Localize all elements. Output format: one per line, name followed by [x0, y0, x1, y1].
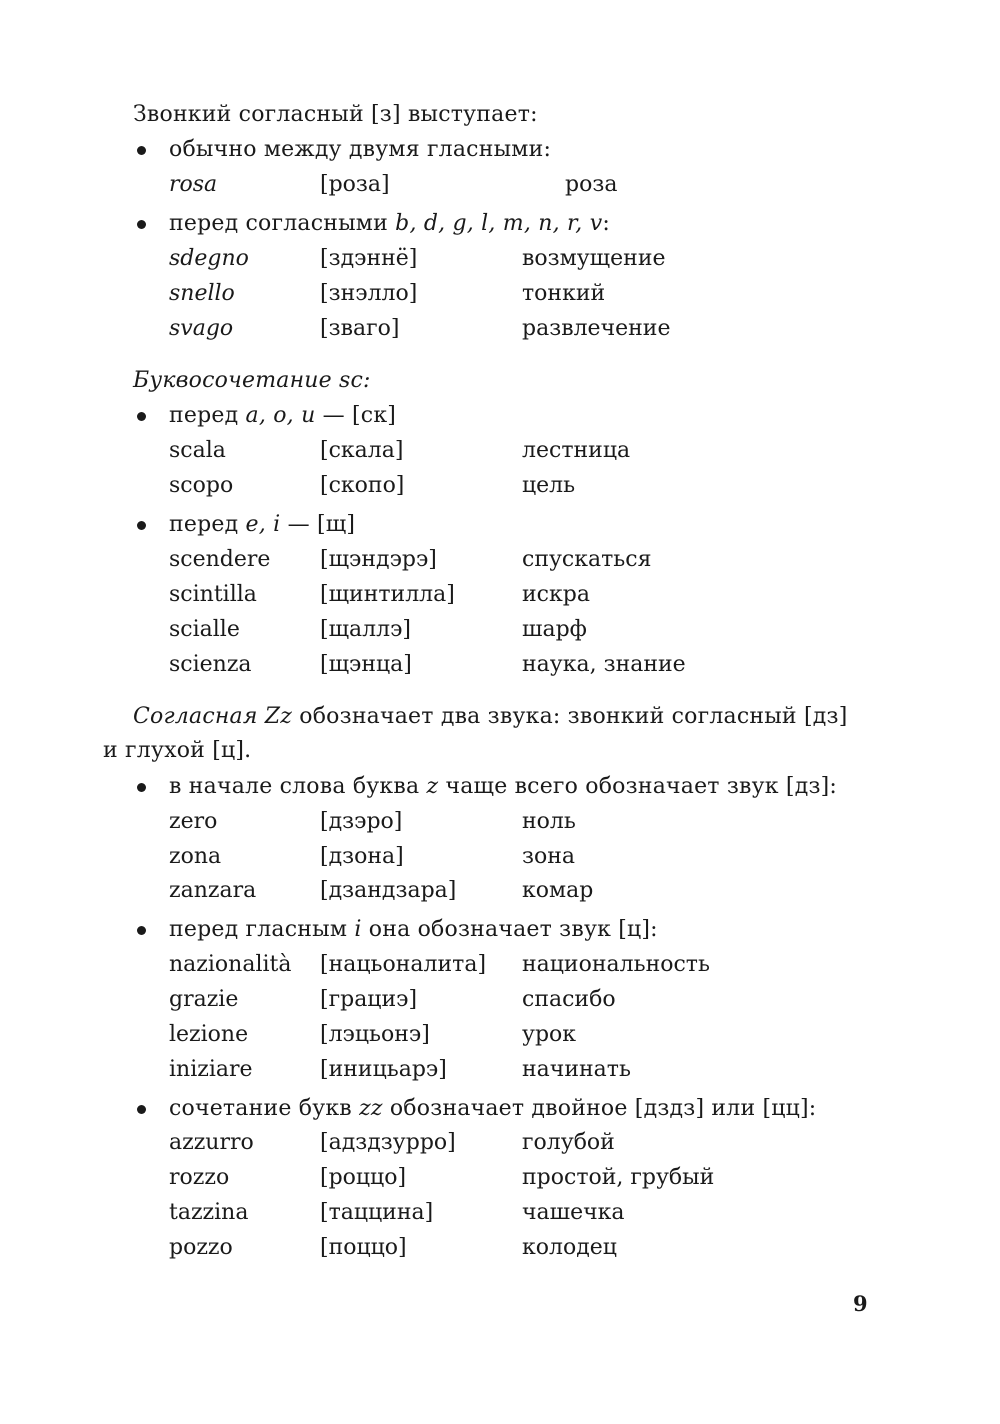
- word-translation: роза: [565, 172, 618, 197]
- word-translation: ноль: [522, 809, 576, 834]
- word-italian: scopo: [169, 473, 234, 498]
- word-transcription: [здэннё]: [320, 246, 418, 271]
- word-translation: чашечка: [522, 1200, 625, 1225]
- word-italian: svago: [169, 316, 234, 341]
- word-italian: scienza: [169, 652, 252, 677]
- word-transcription: [скопо]: [320, 473, 405, 498]
- section1-intro: Звонкий согласный [з] выступает:: [133, 102, 538, 127]
- section2-bullet1: перед a, o, u — [ск]: [169, 403, 397, 428]
- word-translation: спасибо: [522, 987, 616, 1012]
- word-italian: scintilla: [169, 582, 257, 607]
- word-translation: голубой: [522, 1130, 615, 1155]
- section1-bullet1: обычно между двумя гласными:: [169, 137, 552, 162]
- word-translation: наука, знание: [522, 652, 686, 677]
- word-transcription: [лэцьонэ]: [320, 1022, 430, 1047]
- word-transcription: [таццина]: [320, 1200, 434, 1225]
- word-translation: комар: [522, 878, 594, 903]
- word-translation: начинать: [522, 1057, 631, 1082]
- section2-title: Буквосочетание sc:: [133, 368, 371, 393]
- word-transcription: [щинтилла]: [320, 582, 455, 607]
- word-italian: scala: [169, 438, 226, 463]
- word-translation: цель: [522, 473, 576, 498]
- page-number: 9: [853, 1291, 868, 1316]
- word-italian: pozzo: [169, 1235, 233, 1260]
- word-transcription: [щэндэрэ]: [320, 547, 437, 572]
- word-italian: azzurro: [169, 1130, 254, 1155]
- section3-bullet2: перед гласным i она обозначает звук [ц]:: [169, 917, 658, 942]
- word-transcription: [дзандзара]: [320, 878, 457, 903]
- word-italian: scendere: [169, 547, 271, 572]
- bullet-dot: [137, 220, 146, 229]
- word-italian: rozzo: [169, 1165, 230, 1190]
- bullet-dot: [137, 783, 146, 792]
- word-translation: лестница: [522, 438, 631, 463]
- word-translation: шарф: [522, 617, 587, 642]
- section3-intro-line2: и глухой [ц].: [103, 738, 252, 763]
- word-transcription: [дзэро]: [320, 809, 403, 834]
- section1-bullet2: перед согласными b, d, g, l, m, n, r, v:: [169, 211, 610, 236]
- word-translation: искра: [522, 582, 590, 607]
- word-transcription: [адздзурро]: [320, 1130, 456, 1155]
- word-italian: lezione: [169, 1022, 249, 1047]
- bullet-dot: [137, 1105, 146, 1114]
- word-italian: scialle: [169, 617, 240, 642]
- section3-bullet3: сочетание букв zz обозначает двойное [дздз] или [цц]:: [169, 1096, 817, 1121]
- word-italian: tazzina: [169, 1200, 249, 1225]
- word-transcription: [скала]: [320, 438, 404, 463]
- word-translation: развлечение: [522, 316, 671, 341]
- word-transcription: [роццо]: [320, 1165, 407, 1190]
- section2-bullet2: перед e, i — [щ]: [169, 512, 356, 537]
- word-transcription: [нацьоналита]: [320, 952, 487, 977]
- word-italian: iniziare: [169, 1057, 253, 1082]
- word-italian: zona: [169, 844, 222, 869]
- word-transcription: [иницьарэ]: [320, 1057, 447, 1082]
- word-translation: колодец: [522, 1235, 617, 1260]
- word-translation: урок: [522, 1022, 577, 1047]
- word-italian: nazionalità: [169, 952, 292, 977]
- word-transcription: [дзона]: [320, 844, 404, 869]
- bullet-dot: [137, 146, 146, 155]
- word-italian: zero: [169, 809, 218, 834]
- word-transcription: [щаллэ]: [320, 617, 412, 642]
- word-translation: спускаться: [522, 547, 652, 572]
- word-translation: зона: [522, 844, 576, 869]
- word-transcription: [поццо]: [320, 1235, 407, 1260]
- word-transcription: [зваго]: [320, 316, 400, 341]
- word-translation: возмущение: [522, 246, 666, 271]
- bullet-dot: [137, 521, 146, 530]
- word-transcription: [роза]: [320, 172, 390, 197]
- word-translation: простой, грубый: [522, 1165, 715, 1190]
- word-translation: тонкий: [522, 281, 606, 306]
- word-translation: национальность: [522, 952, 710, 977]
- word-italian: zanzara: [169, 878, 257, 903]
- word-transcription: [грациэ]: [320, 987, 418, 1012]
- word-italian: snello: [169, 281, 235, 306]
- section3-bullet1: в начале слова буква z чаще всего обозначает звук [дз]:: [169, 774, 838, 799]
- word-transcription: [щэнца]: [320, 652, 412, 677]
- word-transcription: [знэлло]: [320, 281, 418, 306]
- word-italian: grazie: [169, 987, 239, 1012]
- word-italian: sdegno: [169, 246, 249, 271]
- section3-intro: Согласная Zz обозначает два звука: звонкий согласный [дз]: [133, 704, 848, 729]
- bullet-dot: [137, 412, 146, 421]
- word-italian: rosa: [169, 172, 218, 197]
- bullet-dot: [137, 926, 146, 935]
